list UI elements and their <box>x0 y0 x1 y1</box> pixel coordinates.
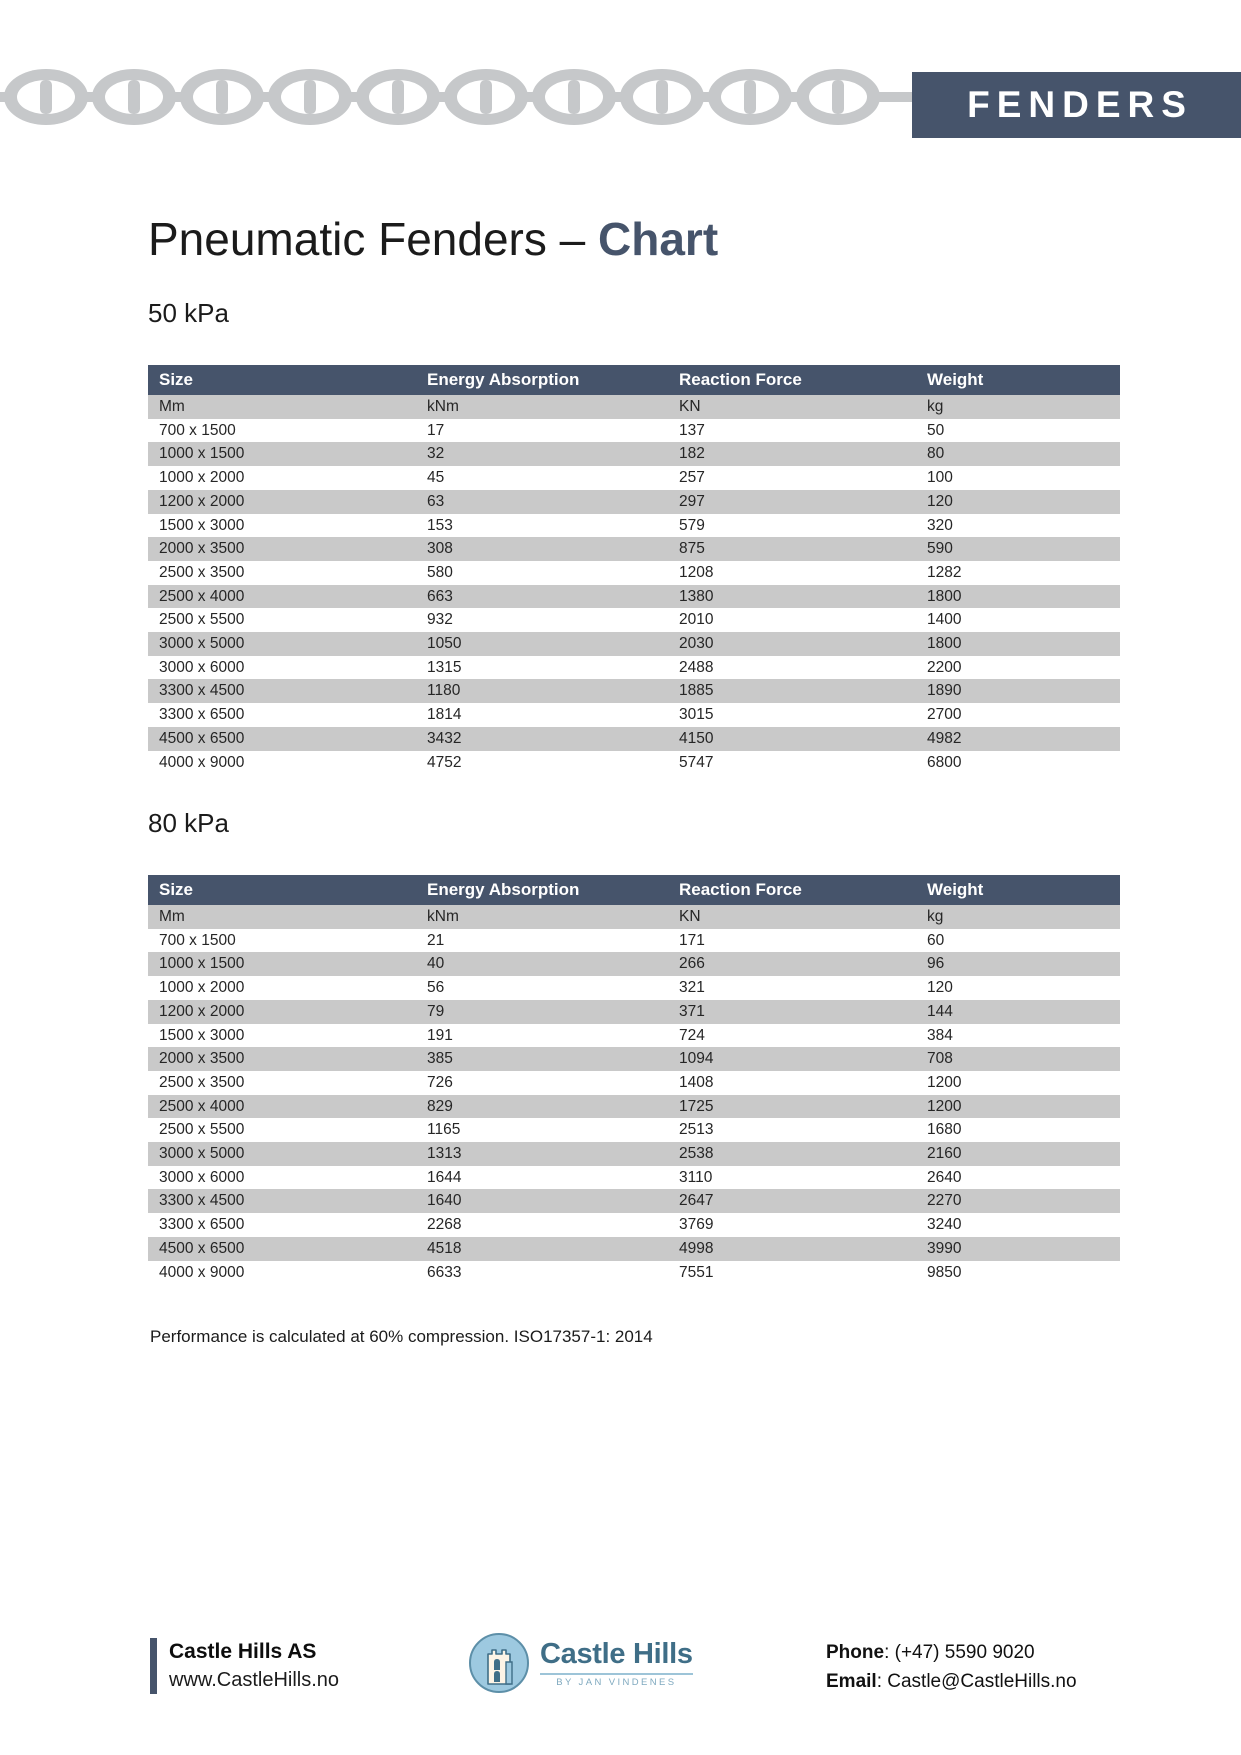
footer-company-name: Castle Hills AS <box>169 1640 317 1663</box>
cell-force: 5747 <box>668 751 916 775</box>
logo-title: Castle Hills <box>540 1638 693 1670</box>
unit-size: Mm <box>148 395 416 419</box>
table-row <box>148 585 1120 609</box>
unit-force: KN <box>668 395 916 419</box>
page-title <box>148 212 718 266</box>
cell-size: 1000 x 2000 <box>148 976 416 1000</box>
cell-force: 3110 <box>668 1166 916 1190</box>
unit-energy: kNm <box>416 395 668 419</box>
table-row <box>148 419 1120 443</box>
cell-energy: 1640 <box>416 1189 668 1213</box>
table-units-row <box>148 395 1120 419</box>
table-80kpa <box>148 875 1120 1284</box>
cell-size: 3300 x 6500 <box>148 703 416 727</box>
logo-subtitle: BY JAN VINDENES <box>556 1677 677 1688</box>
unit-force: KN <box>668 905 916 929</box>
cell-weight: 320 <box>916 514 1120 538</box>
cell-energy: 1050 <box>416 632 668 656</box>
cell-energy: 45 <box>416 466 668 490</box>
cell-weight: 6800 <box>916 751 1120 775</box>
cell-energy: 1315 <box>416 656 668 680</box>
cell-energy: 32 <box>416 442 668 466</box>
footer-website[interactable]: www.CastleHills.no <box>169 1669 340 1691</box>
page-footer <box>0 1630 1241 1740</box>
table-row <box>148 976 1120 1000</box>
cell-energy: 829 <box>416 1095 668 1119</box>
cell-size: 4000 x 9000 <box>148 751 416 775</box>
cell-weight: 60 <box>916 929 1120 953</box>
fenders-badge-label: FENDERS <box>967 84 1193 125</box>
cell-force: 875 <box>668 537 916 561</box>
cell-size: 3300 x 4500 <box>148 679 416 703</box>
cell-weight: 2700 <box>916 703 1120 727</box>
cell-energy: 1165 <box>416 1118 668 1142</box>
footer-phone-label: Phone <box>826 1642 885 1663</box>
cell-weight: 80 <box>916 442 1120 466</box>
footer-accent-bar <box>150 1638 157 1694</box>
cell-force: 2010 <box>668 608 916 632</box>
cell-size: 1500 x 3000 <box>148 514 416 538</box>
cell-size: 3000 x 6000 <box>148 1166 416 1190</box>
footer-email-value[interactable]: : Castle@CastleHills.no <box>876 1671 1077 1692</box>
cell-force: 1725 <box>668 1095 916 1119</box>
cell-energy: 21 <box>416 929 668 953</box>
cell-force: 171 <box>668 929 916 953</box>
cell-size: 2500 x 4000 <box>148 1095 416 1119</box>
cell-force: 4150 <box>668 727 916 751</box>
logo-divider <box>540 1673 693 1675</box>
table-row <box>148 514 1120 538</box>
page-title-accent: Chart <box>598 213 719 265</box>
cell-size: 2000 x 3500 <box>148 1047 416 1071</box>
cell-energy: 3432 <box>416 727 668 751</box>
performance-footnote: Performance is calculated at 60% compression. ISO17357-1: 2014 <box>150 1327 653 1346</box>
cell-weight: 1282 <box>916 561 1120 585</box>
section-heading-50kpa: 50 kPa <box>148 298 229 328</box>
table-row <box>148 1261 1120 1285</box>
table-row <box>148 561 1120 585</box>
cell-force: 2538 <box>668 1142 916 1166</box>
table-row <box>148 1095 1120 1119</box>
cell-size: 700 x 1500 <box>148 419 416 443</box>
table-row <box>148 1166 1120 1190</box>
cell-energy: 79 <box>416 1000 668 1024</box>
cell-size: 1000 x 1500 <box>148 442 416 466</box>
table-row <box>148 537 1120 561</box>
cell-weight: 708 <box>916 1047 1120 1071</box>
cell-size: 3300 x 4500 <box>148 1189 416 1213</box>
cell-force: 1094 <box>668 1047 916 1071</box>
column-header-size: Size <box>148 875 416 905</box>
cell-energy: 40 <box>416 952 668 976</box>
cell-weight: 3240 <box>916 1213 1120 1237</box>
column-header-energy-absorption: Energy Absorption <box>416 875 668 905</box>
cell-force: 3769 <box>668 1213 916 1237</box>
page-header <box>0 0 1241 160</box>
table-row <box>148 1000 1120 1024</box>
table-row <box>148 1118 1120 1142</box>
cell-size: 2500 x 5500 <box>148 608 416 632</box>
cell-energy: 663 <box>416 585 668 609</box>
company-logo <box>468 1632 693 1694</box>
footer-phone-value: : (+47) 5590 9020 <box>884 1642 1035 1663</box>
unit-weight: kg <box>916 395 1120 419</box>
cell-weight: 1200 <box>916 1095 1120 1119</box>
cell-weight: 1400 <box>916 608 1120 632</box>
cell-weight: 1800 <box>916 585 1120 609</box>
cell-size: 1500 x 3000 <box>148 1024 416 1048</box>
cell-force: 3015 <box>668 703 916 727</box>
cell-force: 2513 <box>668 1118 916 1142</box>
column-header-weight: Weight <box>916 875 1120 905</box>
table-row <box>148 727 1120 751</box>
cell-size: 3000 x 5000 <box>148 1142 416 1166</box>
cell-force: 1208 <box>668 561 916 585</box>
cell-energy: 153 <box>416 514 668 538</box>
table-row <box>148 1189 1120 1213</box>
cell-size: 3000 x 5000 <box>148 632 416 656</box>
cell-energy: 385 <box>416 1047 668 1071</box>
cell-size: 1200 x 2000 <box>148 490 416 514</box>
table-50kpa <box>148 365 1120 774</box>
cell-weight: 2160 <box>916 1142 1120 1166</box>
cell-force: 1408 <box>668 1071 916 1095</box>
cell-force: 1380 <box>668 585 916 609</box>
table-row <box>148 1047 1120 1071</box>
cell-energy: 932 <box>416 608 668 632</box>
cell-energy: 17 <box>416 419 668 443</box>
cell-weight: 2200 <box>916 656 1120 680</box>
table-row <box>148 632 1120 656</box>
cell-energy: 56 <box>416 976 668 1000</box>
column-header-size: Size <box>148 365 416 395</box>
cell-force: 7551 <box>668 1261 916 1285</box>
footer-company-block <box>150 1638 339 1694</box>
table-row <box>148 442 1120 466</box>
table-row <box>148 1024 1120 1048</box>
cell-size: 2500 x 3500 <box>148 1071 416 1095</box>
cell-energy: 308 <box>416 537 668 561</box>
cell-weight: 1890 <box>916 679 1120 703</box>
cell-weight: 120 <box>916 490 1120 514</box>
chain-link-icon <box>0 62 920 132</box>
table-row <box>148 1213 1120 1237</box>
cell-size: 2500 x 4000 <box>148 585 416 609</box>
cell-weight: 4982 <box>916 727 1120 751</box>
cell-weight: 1200 <box>916 1071 1120 1095</box>
cell-force: 321 <box>668 976 916 1000</box>
table-row <box>148 703 1120 727</box>
cell-weight: 96 <box>916 952 1120 976</box>
cell-energy: 6633 <box>416 1261 668 1285</box>
unit-weight: kg <box>916 905 1120 929</box>
cell-energy: 63 <box>416 490 668 514</box>
cell-force: 579 <box>668 514 916 538</box>
cell-size: 4000 x 9000 <box>148 1261 416 1285</box>
cell-weight: 100 <box>916 466 1120 490</box>
cell-force: 4998 <box>668 1237 916 1261</box>
table-row <box>148 466 1120 490</box>
cell-force: 371 <box>668 1000 916 1024</box>
table-row <box>148 608 1120 632</box>
cell-size: 3000 x 6000 <box>148 656 416 680</box>
table-row <box>148 952 1120 976</box>
cell-size: 2500 x 3500 <box>148 561 416 585</box>
footer-phone-line <box>826 1638 1077 1667</box>
footer-email-label: Email <box>826 1671 877 1692</box>
table-row <box>148 679 1120 703</box>
column-header-energy-absorption: Energy Absorption <box>416 365 668 395</box>
table-row <box>148 656 1120 680</box>
cell-force: 182 <box>668 442 916 466</box>
page-title-main: Pneumatic Fenders – <box>148 213 599 265</box>
column-header-weight: Weight <box>916 365 1120 395</box>
footer-contact-block <box>826 1638 1077 1696</box>
cell-energy: 2268 <box>416 1213 668 1237</box>
cell-weight: 590 <box>916 537 1120 561</box>
cell-weight: 50 <box>916 419 1120 443</box>
cell-force: 257 <box>668 466 916 490</box>
cell-size: 1200 x 2000 <box>148 1000 416 1024</box>
cell-weight: 1800 <box>916 632 1120 656</box>
column-header-reaction-force: Reaction Force <box>668 875 916 905</box>
cell-force: 724 <box>668 1024 916 1048</box>
cell-size: 2500 x 5500 <box>148 1118 416 1142</box>
cell-weight: 384 <box>916 1024 1120 1048</box>
cell-energy: 1313 <box>416 1142 668 1166</box>
cell-size: 1000 x 2000 <box>148 466 416 490</box>
table-row <box>148 1142 1120 1166</box>
table-row <box>148 1071 1120 1095</box>
cell-force: 266 <box>668 952 916 976</box>
table-header-row <box>148 875 1120 905</box>
cell-force: 137 <box>668 419 916 443</box>
cell-energy: 191 <box>416 1024 668 1048</box>
cell-energy: 4518 <box>416 1237 668 1261</box>
cell-energy: 1814 <box>416 703 668 727</box>
table-units-row <box>148 905 1120 929</box>
cell-force: 2647 <box>668 1189 916 1213</box>
cell-energy: 580 <box>416 561 668 585</box>
column-header-reaction-force: Reaction Force <box>668 365 916 395</box>
table-row <box>148 929 1120 953</box>
cell-size: 2000 x 3500 <box>148 537 416 561</box>
cell-size: 4500 x 6500 <box>148 727 416 751</box>
cell-energy: 1644 <box>416 1166 668 1190</box>
castle-tower-icon <box>468 1632 530 1694</box>
cell-energy: 1180 <box>416 679 668 703</box>
cell-energy: 4752 <box>416 751 668 775</box>
cell-force: 1885 <box>668 679 916 703</box>
section-heading-80kpa: 80 kPa <box>148 808 229 838</box>
unit-size: Mm <box>148 905 416 929</box>
cell-force: 2030 <box>668 632 916 656</box>
table-row <box>148 490 1120 514</box>
cell-weight: 3990 <box>916 1237 1120 1261</box>
cell-weight: 9850 <box>916 1261 1120 1285</box>
cell-weight: 2640 <box>916 1166 1120 1190</box>
cell-weight: 144 <box>916 1000 1120 1024</box>
cell-size: 700 x 1500 <box>148 929 416 953</box>
cell-size: 3300 x 6500 <box>148 1213 416 1237</box>
unit-energy: kNm <box>416 905 668 929</box>
fenders-badge <box>912 72 1241 138</box>
cell-weight: 120 <box>916 976 1120 1000</box>
table-row <box>148 1237 1120 1261</box>
cell-weight: 1680 <box>916 1118 1120 1142</box>
cell-size: 4500 x 6500 <box>148 1237 416 1261</box>
cell-energy: 726 <box>416 1071 668 1095</box>
cell-weight: 2270 <box>916 1189 1120 1213</box>
cell-force: 2488 <box>668 656 916 680</box>
table-header-row <box>148 365 1120 395</box>
footer-email-line <box>826 1667 1077 1696</box>
cell-size: 1000 x 1500 <box>148 952 416 976</box>
table-row <box>148 751 1120 775</box>
cell-force: 297 <box>668 490 916 514</box>
